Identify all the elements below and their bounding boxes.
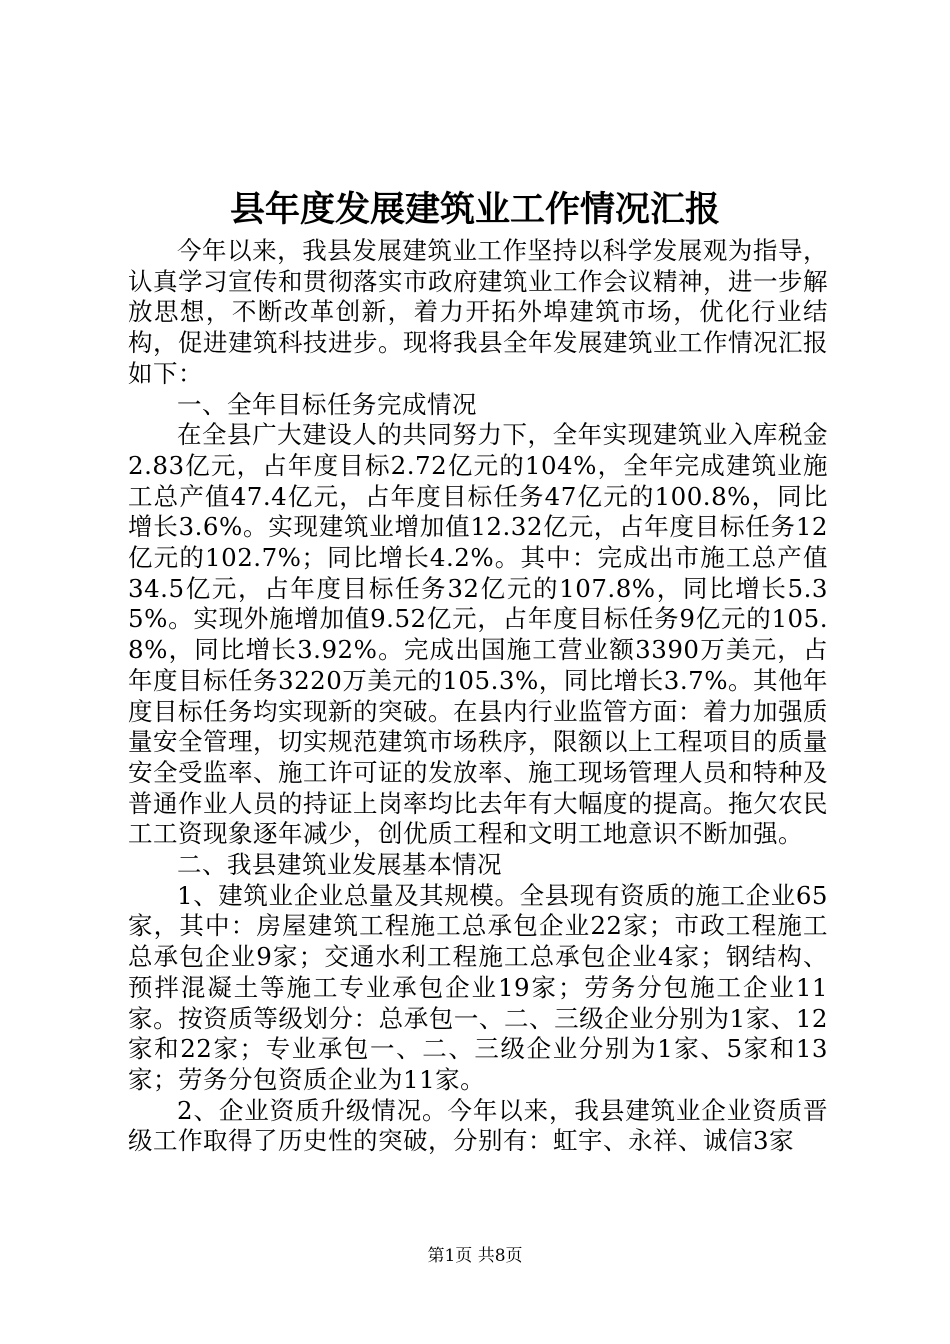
section-heading-2: 二、我县建筑业发展基本情况 <box>177 850 502 880</box>
section-heading-1: 一、全年目标任务完成情况 <box>177 389 477 419</box>
page-number: 第1页 共8页 <box>427 1246 523 1266</box>
paragraph-enterprise-count: 1、建筑业企业总量及其规模。全县现有资质的施工企业65家，其中：房屋建筑工程施工总承包企业22家；市政工程施工总承包企业9家；交通水利工程施工总承包企业4家；钢结构、预拌混凝土等施工专业承包企业19家；劳务分包施工企业11家。按资质等级划分：总承包一、二、三级企业分别为1家、12家和22家；专业承包一、二、三级企业分别为1家、5家和13家；劳务分包资质企业为11家。 <box>128 880 828 1094</box>
paragraph-qualification-upgrade: 2、企业资质升级情况。今年以来，我县建筑业企业资质晋级工作取得了历史性的突破，分别有：虹宇、永祥、诚信3家 <box>128 1095 828 1156</box>
paragraph-intro: 今年以来，我县发展建筑业工作坚持以科学发展观为指导，认真学习宣传和贯彻落实市政府建筑业工作会议精神，进一步解放思想，不断改革创新，着力开拓外埠建筑市场，优化行业结构，促进建筑科技进步。现将我县全年发展建筑业工作情况汇报如下： <box>128 236 828 388</box>
paragraph-targets: 在全县广大建设人的共同努力下，全年实现建筑业入库税金2.83亿元，占年度目标2.72亿元的104%，全年完成建筑业施工总产值47.4亿元，占年度目标任务47亿元的100.8%，同比增长3.6%。实现建筑业增加值12.32亿元，占年度目标任务12亿元的102.7%；同比增长4.2%。其中：完成出市施工总产值34.5亿元，占年度目标任务32亿元的107.8%，同比增长5.35%。实现外施增加值9.52亿元，占年度目标任务9亿元的105.8%，同比增长3.92%。完成出国施工营业额3390万美元，占年度目标任务3220万美元的105.3%，同比增长3.7%。其他年度目标任务均实现新的突破。在县内行业监管方面：着力加强质量安全管理，切实规范建筑市场秩序，限额以上工程项目的质量安全受监率、施工许可证的发放率、施工现场管理人员和特种及普通作业人员的持证上岗率均比去年有大幅度的提高。拖欠农民工工资现象逐年减少，创优质工程和文明工地意识不断加强。 <box>128 420 829 849</box>
document-title: 县年度发展建筑业工作情况汇报 <box>229 189 720 230</box>
document-body <box>128 236 828 1157</box>
